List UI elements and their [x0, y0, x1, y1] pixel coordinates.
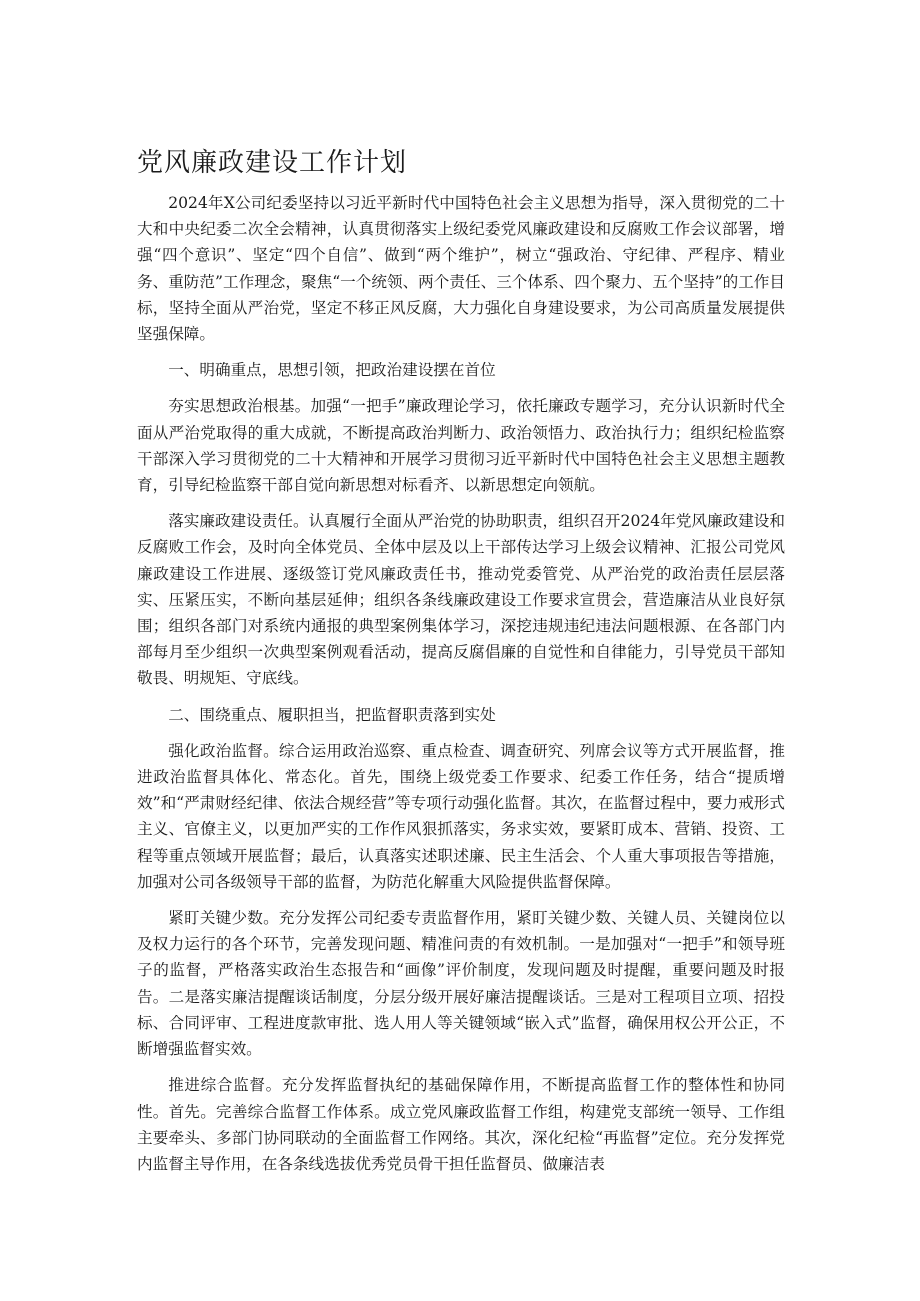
- document-body: [137, 146, 785, 1187]
- section-1-heading: 一、明确重点，思想引领，把政治建设摆在首位: [168, 361, 496, 380]
- document-title: 党风廉政建设工作计划: [137, 148, 408, 178]
- section-2-paragraph: 推进综合监督。充分发挥监督执纪的基础保障作用，不断提高监督工作的整体性和协同性。首先。完善综合监督工作体系。成立党风廉政监督工作组，构建党支部统一领导、工作组主要牵头、多部门协同联动的全面监督工作网络。其次，深化纪检“再监督”定位。充分发挥党内监督主导作用，在各条线选拔优秀党员骨干担任监督员、做廉洁表: [137, 1076, 785, 1173]
- section-2-heading: 二、围绕重点、履职担当，把监督职责落到实处: [168, 705, 496, 724]
- section-2-paragraph: 强化政治监督。综合运用政治巡察、重点检查、调查研究、列席会议等方式开展监督，推进政治监督具体化、常态化。首先，围绕上级党委工作要求、纪委工作任务，结合“提质增效”和“严肃财经纪律、依法合规经营”等专项行动强化监督。其次，在监督过程中，要力戒形式主义、官僚主义，以更加严实的工作作风狠抓落实，务求实效，要紧盯成本、营销、投资、工程等重点领域开展监督；最后，认真落实述职述廉、民主生活会、个人重大事项报告等措施，加强对公司各级领导干部的监督，为防范化解重大风险提供监督保障。: [137, 741, 785, 891]
- section-2-paragraph: 紧盯关键少数。充分发挥公司纪委专责监督作用，紧盯关键少数、关键人员、关键岗位以及权力运行的各个环节，完善发现问题、精准问责的有效机制。一是加强对“一把手”和领导班子的监督，严格落实政治生态报告和“画像”评价制度，发现问题及时提醒，重要问题及时报告。二是落实廉洁提醒谈话制度，分层分级开展好廉洁提醒谈话。三是对工程项目立项、招投标、合同评审、工程进度款审批、选人用人等关键领域“嵌入式”监督，确保用权公开公正，不断增强监督实效。: [137, 909, 785, 1059]
- section-1-paragraph: 夯实思想政治根基。加强“一把手”廉政理论学习，依托廉政专题学习，充分认识新时代全面从严治党取得的重大成就，不断提高政治判断力、政治领悟力、政治执行力；组织纪检监察干部深入学习贯彻党的二十大精神和开展学习贯彻习近平新时代中国特色社会主义思想主题教育，引导纪检监察干部自觉向新思想对标看齐、以新思想定向领航。: [137, 397, 785, 495]
- section-1-paragraph: 落实廉政建设责任。认真履行全面从严治党的协助职责，组织召开2024年党风廉政建设和反腐败工作会，及时向全体党员、全体中层及以上干部传达学习上级会议精神、汇报公司党风廉政建设工作进展、逐级签订党风廉政责任书，推动党委管党、从严治党的政治责任层层落实、压紧压实，不断向基层延伸；组织各条线廉政建设工作要求宣贯会，营造廉洁从业良好氛围；组织各部门对系统内通报的典型案例集体学习，深挖违规违纪违法问题根源、在各部门内部每月至少组织一次典型案例观看活动，提高反腐倡廉的自觉性和自律能力，引导党员干部知敬畏、明规矩、守底线。: [137, 512, 785, 688]
- intro-paragraph: 2024年X公司纪委坚持以习近平新时代中国特色社会主义思想为指导，深入贯彻党的二十大和中央纪委二次全会精神，认真贯彻落实上级纪委党风廉政建设和反腐败工作会议部署，增强“四个意识”、坚定“四个自信”、做到“两个维护”，树立“强政治、守纪律、严程序、精业务、重防范”工作理念，聚焦“一个统领、两个责任、三个体系、四个聚力、五个坚持”的工作目标，坚持全面从严治党，坚定不移正风反腐，大力强化自身建设要求，为公司高质量发展提供坚强保障。: [137, 194, 785, 344]
